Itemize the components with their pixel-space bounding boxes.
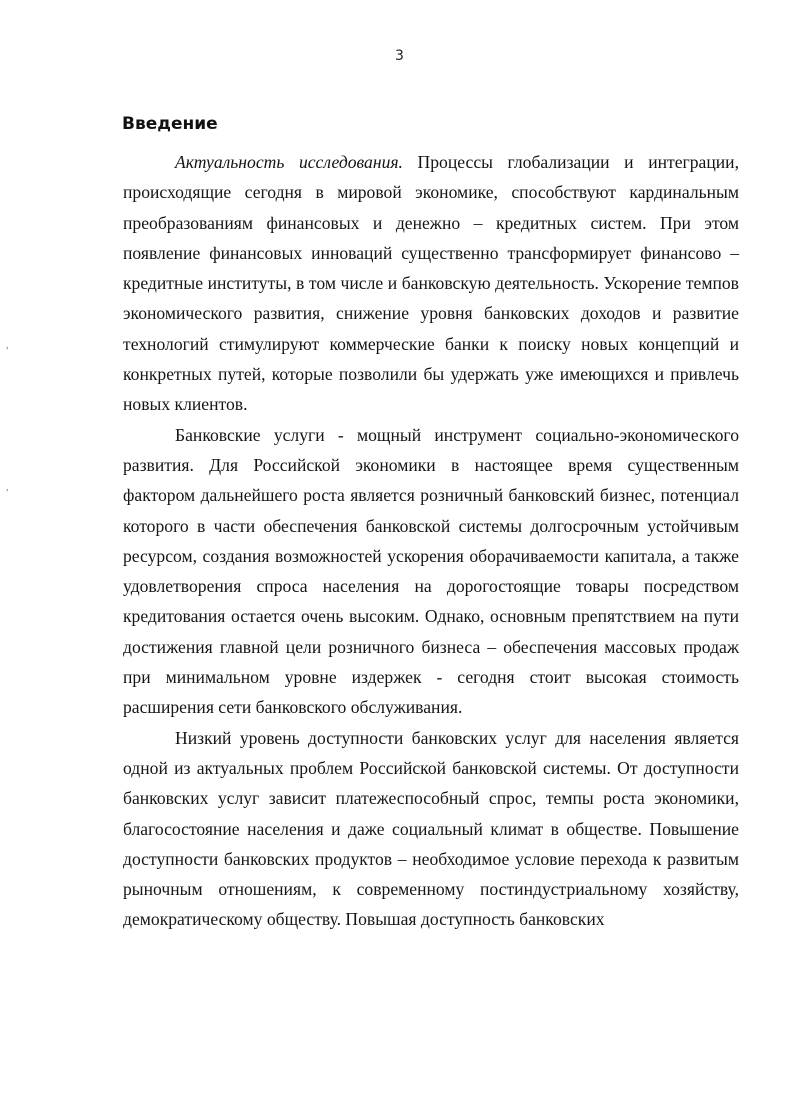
- paragraph-1-text: Процессы глобализации и интеграции, происходящие сегодня в мировой экономике, способствуют кардинальным преобразованиям финансовых и денежно – кредитных систем. При этом появление финансовых инноваций существенно трансформирует финансово – кредитные институты, в том числе и банковскую деятельность. Ускорение темпов экономического развития, снижение уровня банковских доходов и развитие технологий стимулируют коммерческие банки к поиску новых концепций и конкретных путей, которые позволили бы удержать уже имеющихся и привлечь новых клиентов.: [123, 152, 739, 415]
- paragraph-1-lead: Актуальность исследования.: [175, 152, 403, 172]
- page-number: 3: [395, 48, 404, 64]
- margin-scan-mark: ,: [6, 340, 9, 351]
- paragraph-1: [123, 147, 739, 420]
- section-heading: Введение: [122, 114, 218, 134]
- body-text: [123, 147, 739, 935]
- paragraph-2: Банковские услуги - мощный инструмент социально-экономического развития. Для Российской экономики в настоящее время существенным фактором дальнейшего роста является розничный банковский бизнес, потенциал которого в части обеспечения банковской системы долгосрочным устойчивым ресурсом, создания возможностей ускорения оборачиваемости капитала, а также удовлетворения спроса населения на дорогостоящие товары посредством кредитования остается очень высоким. Однако, основным препятствием на пути достижения главной цели розничного бизнеса – обеспечения массовых продаж при минимальном уровне издержек - сегодня стоит высокая стоимость расширения сети банковского обслуживания.: [123, 424, 739, 718]
- margin-scan-mark: ,: [6, 482, 9, 493]
- paragraph-3: Низкий уровень доступности банковских услуг для населения является одной из актуальных проблем Российской банковской системы. От доступности банковских услуг зависит платежеспособный спрос, темпы роста экономики, благосостояние населения и даже социальный климат в обществе. Повышение доступности банковских продуктов – необходимое условие перехода к развитым рыночным отношениям, к современному постиндустриальному хозяйству, демократическому обществу. Повышая доступность банковских: [123, 727, 739, 930]
